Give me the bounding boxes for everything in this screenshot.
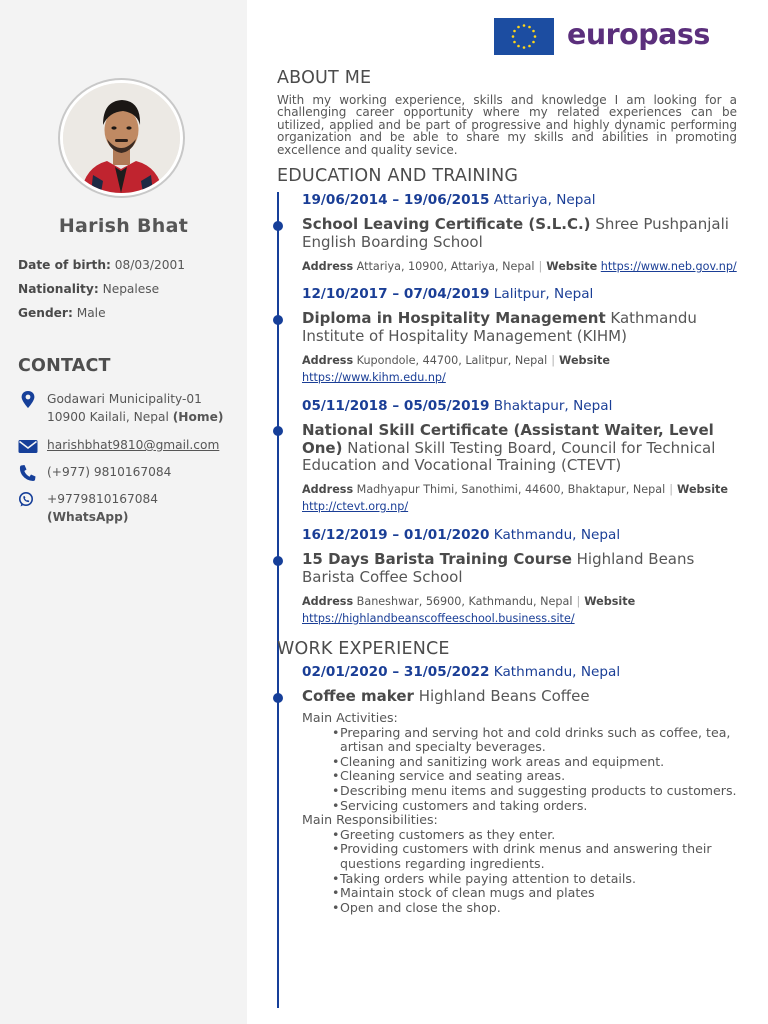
education-4-address: Address Baneshwar, 56900, Kathmandu, Nepal | Website https://highlandbeanscoffeeschool.business.site/ xyxy=(302,595,636,625)
list-item: • Servicing customers and taking orders. xyxy=(332,799,742,814)
list-item: • Greeting customers as they enter. xyxy=(332,828,742,843)
website-label: Website xyxy=(559,354,610,367)
address-value: Attariya, 10900, Attariya, Nepal xyxy=(356,260,535,273)
date-range: 12/10/2017 – 07/04/2019 xyxy=(302,286,490,302)
institution: Kathmandu Institute of Hospitality Management (KIHM) xyxy=(302,309,697,345)
profile-photo xyxy=(60,80,183,196)
institution: Shree Pushpanjali English Boarding School xyxy=(302,215,729,251)
contact-email[interactable] xyxy=(18,436,243,454)
website-link[interactable]: https://highlandbeanscoffeeschool.business.site/ xyxy=(302,612,575,625)
contact-whatsapp xyxy=(18,490,243,526)
education-2-dates xyxy=(302,286,593,302)
website-link[interactable]: https://www.neb.gov.np/ xyxy=(600,260,737,273)
education-1-address: Address Attariya, 10900, Attariya, Nepal | Website https://www.neb.gov.np/ xyxy=(302,260,737,273)
date-of-birth-value: 08/03/2001 xyxy=(114,258,186,272)
address-label: Address xyxy=(302,595,354,608)
list-item: • Cleaning service and seating areas. xyxy=(332,769,742,784)
qualification: National Skill Certificate (Assistant Waiter, Level One) xyxy=(302,421,714,457)
contact-address xyxy=(18,390,243,426)
europass-logo xyxy=(494,18,710,56)
institution: Highland Beans Barista Coffee School xyxy=(302,550,695,586)
address-line-2 xyxy=(47,408,223,426)
about-text: With my working experience, skills and knowledge I am looking for a challenging career opportunity where my related experiences can be utilized, applied and be part of progressive and highly dynamic performing organization and be able to share my skills and abilities in promoting excellence and quality sevice. xyxy=(277,93,737,157)
timeline-dot xyxy=(273,693,283,703)
timeline-dot xyxy=(273,426,283,436)
location: Bhaktapur, Nepal xyxy=(493,398,613,414)
location: Kathmandu, Nepal xyxy=(493,527,621,543)
sidebar xyxy=(0,0,247,1024)
address-label: Address xyxy=(302,354,354,367)
whatsapp-tag: (WhatsApp) xyxy=(47,510,129,524)
work-heading: WORK EXPERIENCE xyxy=(277,639,450,659)
education-2-address: Address Kupondole, 44700, Lalitpur, Nepal | Website https://www.kihm.edu.np/ xyxy=(302,354,610,384)
about-heading: ABOUT ME xyxy=(277,68,372,88)
email-link[interactable] xyxy=(47,436,219,454)
qualification: Diploma in Hospitality Management xyxy=(302,309,606,327)
email-address[interactable]: harishbhat9810@gmail.com xyxy=(47,438,220,452)
education-1-title xyxy=(302,216,738,251)
europass-wordmark: europass xyxy=(567,18,710,51)
education-1-dates xyxy=(302,192,596,208)
phone-icon xyxy=(18,464,38,482)
work-title xyxy=(302,688,738,706)
list-item: • Describing menu items and suggesting products to customers. xyxy=(332,784,742,799)
education-2-title xyxy=(302,310,738,345)
website-label: Website xyxy=(584,595,636,608)
map-pin-icon xyxy=(18,391,38,409)
date-range: 16/12/2019 – 01/01/2020 xyxy=(302,527,490,543)
eu-flag-icon xyxy=(494,18,554,55)
date-range: 05/11/2018 – 05/05/2019 xyxy=(302,398,490,414)
location: Attariya, Nepal xyxy=(493,192,596,208)
list-item: • Taking orders while paying attention to details. xyxy=(332,872,742,887)
list-item: • Providing customers with drink menus and answering their questions regarding ingredients. xyxy=(332,842,742,871)
work-dates xyxy=(302,664,620,680)
education-3-title xyxy=(302,422,738,475)
institution: National Skill Testing Board, Council for Technical Education and Vocational Training (CTEVT) xyxy=(302,438,716,474)
address-value: Baneshwar, 56900, Kathmandu, Nepal xyxy=(356,595,573,608)
person-photo-icon xyxy=(63,83,180,193)
qualification: 15 Days Barista Training Course xyxy=(302,550,572,568)
contact-heading: CONTACT xyxy=(18,356,111,376)
whatsapp-icon xyxy=(18,491,38,509)
gender-label: Gender: xyxy=(18,306,73,320)
list-item: • Maintain stock of clean mugs and plates xyxy=(332,886,742,901)
date-of-birth xyxy=(18,258,185,272)
address-value: Madhyapur Thimi, Sanothimi, 44600, Bhaktapur, Nepal xyxy=(356,483,666,496)
date-range: 19/06/2014 – 19/06/2015 xyxy=(302,192,490,208)
whatsapp-number: +9779810167084 xyxy=(47,492,159,506)
contact-phone xyxy=(18,463,243,481)
address-city: 10900 Kailali, Nepal xyxy=(47,410,169,424)
website-link[interactable]: https://www.kihm.edu.np/ xyxy=(302,371,446,384)
date-range: 02/01/2020 – 31/05/2022 xyxy=(302,664,490,680)
qualification: School Leaving Certificate (S.L.C.) xyxy=(302,215,591,233)
location: Lalitpur, Nepal xyxy=(493,286,594,302)
gender xyxy=(18,306,106,320)
website-label: Website xyxy=(677,483,728,496)
activities-label: Main Activities: xyxy=(302,710,398,725)
website-link[interactable]: http://ctevt.org.np/ xyxy=(302,500,409,513)
education-3-address: Address Madhyapur Thimi, Sanothimi, 44600, Bhaktapur, Nepal | Website http://ctevt.org.np/ xyxy=(302,483,728,513)
address-label: Address xyxy=(302,260,354,273)
website-label: Website xyxy=(546,260,598,273)
timeline-dot xyxy=(273,221,283,231)
date-of-birth-label: Date of birth: xyxy=(18,258,111,272)
address-label: Address xyxy=(302,483,354,496)
nationality xyxy=(18,282,159,296)
timeline-dot xyxy=(273,556,283,566)
envelope-icon xyxy=(18,437,38,455)
person-name: Harish Bhat xyxy=(58,215,189,237)
address-value: Kupondole, 44700, Lalitpur, Nepal xyxy=(356,354,548,367)
nationality-label: Nationality: xyxy=(18,282,99,296)
activities-list xyxy=(302,726,742,814)
location: Kathmandu, Nepal xyxy=(493,664,621,680)
role: Coffee maker xyxy=(302,687,414,705)
list-item: • Preparing and serving hot and cold drinks such as coffee, tea, artisan and specialty beverages. xyxy=(332,726,742,755)
list-item: • Cleaning and sanitizing work areas and equipment. xyxy=(332,755,742,770)
address-tag: (Home) xyxy=(172,410,224,424)
education-3-dates xyxy=(302,398,612,414)
employer: Highland Beans Coffee xyxy=(418,687,590,705)
education-heading: EDUCATION AND TRAINING xyxy=(277,166,519,186)
list-item: • Open and close the shop. xyxy=(332,901,742,916)
timeline-dot xyxy=(273,315,283,325)
responsibilities-list xyxy=(302,828,742,916)
responsibilities-label: Main Responsibilities: xyxy=(302,812,438,828)
education-4-title xyxy=(302,551,738,586)
nationality-value: Nepalese xyxy=(102,282,160,296)
gender-value: Male xyxy=(76,306,106,320)
phone-number: (+977) 9810167084 xyxy=(47,465,172,479)
address-line-1: Godawari Municipality-01 xyxy=(47,392,202,406)
education-4-dates xyxy=(302,527,620,543)
work-description xyxy=(302,711,742,915)
